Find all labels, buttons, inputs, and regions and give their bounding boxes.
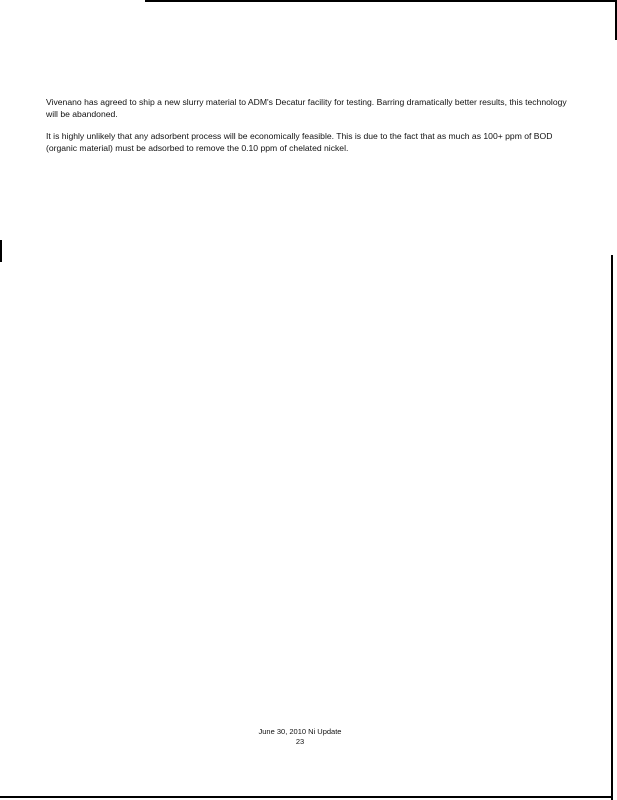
scan-edge-bottom: [0, 796, 612, 798]
document-body: [46, 97, 576, 165]
paragraph-adsorbent-feasibility: It is highly unlikely that any adsorbent process will be economically feasible. This is due to the fact that as much as 100+ ppm of BOD (organic material) must be adsorbed to remove the 0.10 ppm of chelated nickel.: [46, 131, 553, 153]
scan-edge-right: [611, 255, 613, 800]
scan-edge-top: [145, 0, 617, 2]
scan-edge-left-mark: [0, 240, 2, 262]
paragraph-vivenano: Vivenano has agreed to ship a new slurry material to ADM's Decatur facility for testing. Barring dramatically better results, this technology will be abandoned.: [46, 97, 567, 119]
page-footer: [200, 727, 400, 747]
page-number: 23: [295, 737, 305, 746]
footer-title: June 30, 2010 Ni Update: [258, 727, 342, 736]
